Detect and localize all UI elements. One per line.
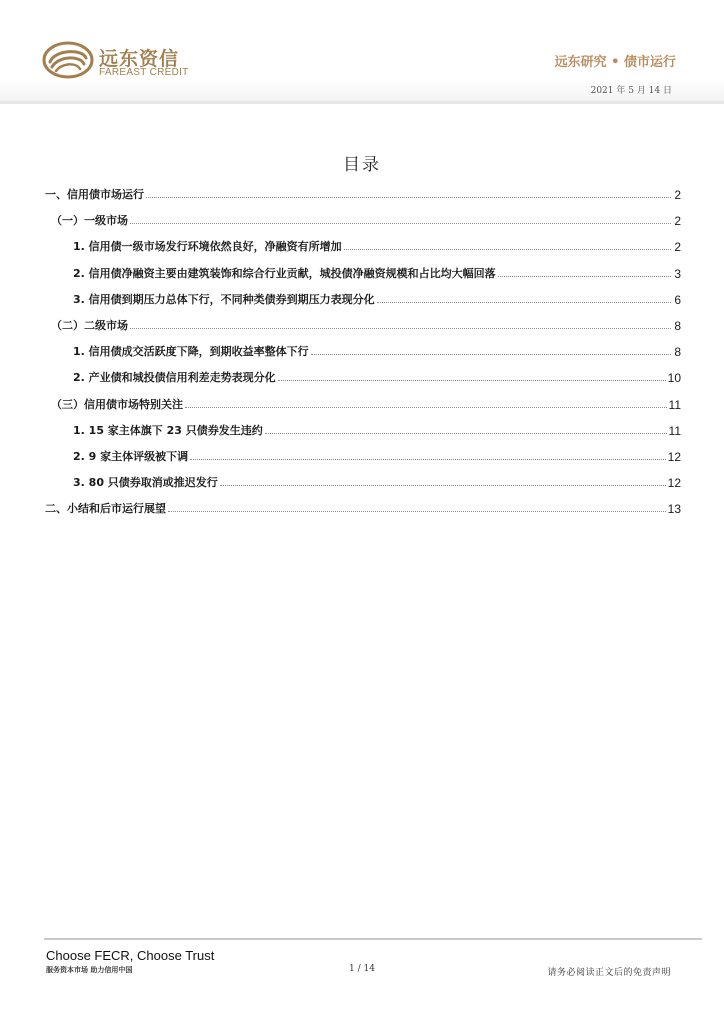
toc-entry-page: 10 (667, 371, 681, 386)
toc-entry-page: 6 (674, 292, 681, 307)
toc-dot-leader (344, 249, 671, 250)
toc-entry[interactable] (51, 392, 681, 412)
toc-dot-leader (498, 276, 671, 277)
toc-entry[interactable] (73, 287, 681, 307)
toc-entry[interactable] (45, 496, 681, 516)
footer-tagline: 服务资本市场 助力信用中国 (46, 966, 133, 974)
toc-entry-label: 3. 80 只债券取消或推迟发行 (73, 476, 218, 490)
toc-entry[interactable] (51, 208, 681, 228)
toc-entry-page: 13 (667, 502, 681, 517)
toc-entry[interactable] (73, 365, 681, 385)
toc-entry-label: 2. 信用债净融资主要由建筑装饰和综合行业贡献，城投债净融资规模和占比均大幅回落 (73, 266, 496, 280)
toc-entry-label: 二、小结和后市运行展望 (45, 502, 166, 516)
toc-entry-page: 8 (674, 345, 681, 360)
toc-entry-page: 3 (674, 266, 681, 281)
brand-name-en: FAREAST CREDIT (99, 67, 189, 78)
toc-dot-leader (130, 328, 671, 329)
toc-entry-page: 8 (674, 319, 681, 333)
toc-entry[interactable] (73, 261, 681, 281)
toc-dot-leader (146, 197, 671, 198)
toc-entry-page: 11 (668, 423, 681, 438)
toc-dot-leader (377, 302, 671, 303)
toc-entry[interactable] (51, 313, 681, 333)
toc-dot-leader (130, 223, 671, 224)
toc-dot-leader (311, 354, 671, 355)
toc-entry-page: 11 (668, 397, 681, 412)
toc-entry-label: 1. 15 家主体旗下 23 只债券发生违约 (73, 423, 263, 437)
toc-dot-leader (220, 485, 666, 486)
toc-entry[interactable] (45, 182, 681, 202)
toc-dot-leader (185, 407, 667, 408)
report-date: 2021 年 5 月 14 日 (590, 86, 672, 96)
toc-entry-label: （二）二级市场 (51, 319, 128, 332)
toc-entry-page: 2 (674, 214, 681, 229)
toc-entry-page: 12 (667, 450, 681, 464)
toc-entry-label: 3. 信用债到期压力总体下行，不同种类债券到期压力表现分化 (73, 292, 375, 306)
toc-entry-label: 2. 9 家主体评级被下调 (73, 450, 189, 463)
report-series: 远东研究 • 债市运行 (554, 55, 676, 70)
brand-name-cn: 远东资信 (99, 48, 180, 70)
page-indicator: 1 / 14 (349, 964, 375, 974)
toc-entry[interactable] (73, 339, 681, 359)
toc-entry-label: 一、信用债市场运行 (45, 188, 144, 201)
toc-dot-leader (265, 433, 667, 434)
toc-title: 目录 (343, 155, 381, 175)
fareast-credit-logo-icon (42, 40, 94, 80)
toc-entry-label: （三）信用债市场特别关注 (51, 397, 183, 411)
toc-dot-leader (190, 459, 665, 460)
footer-slogan: Choose FECR, Choose Trust (46, 948, 215, 963)
header-divider (0, 101, 724, 104)
toc-entry-label: （一）一级市场 (51, 214, 128, 228)
toc-entry[interactable] (73, 234, 681, 254)
toc-entry[interactable] (73, 418, 681, 438)
toc-entry-label: 1. 信用债成交活跃度下降，到期收益率整体下行 (73, 345, 309, 359)
toc-entry[interactable] (73, 470, 681, 490)
footer-disclaimer: 请务必阅读正文后的免责声明 (547, 968, 671, 978)
toc-entry-page: 2 (674, 188, 681, 202)
toc-entry-page: 2 (674, 240, 681, 255)
toc-dot-leader (278, 380, 666, 381)
toc-entry-label: 2. 产业债和城投债信用利差走势表现分化 (73, 371, 276, 385)
footer-divider (44, 938, 702, 940)
toc-entry-label: 1. 信用债一级市场发行环境依然良好，净融资有所增加 (73, 240, 342, 254)
toc-entry-page: 12 (667, 476, 681, 491)
toc-entry[interactable] (73, 444, 681, 464)
toc-dot-leader (168, 511, 666, 512)
